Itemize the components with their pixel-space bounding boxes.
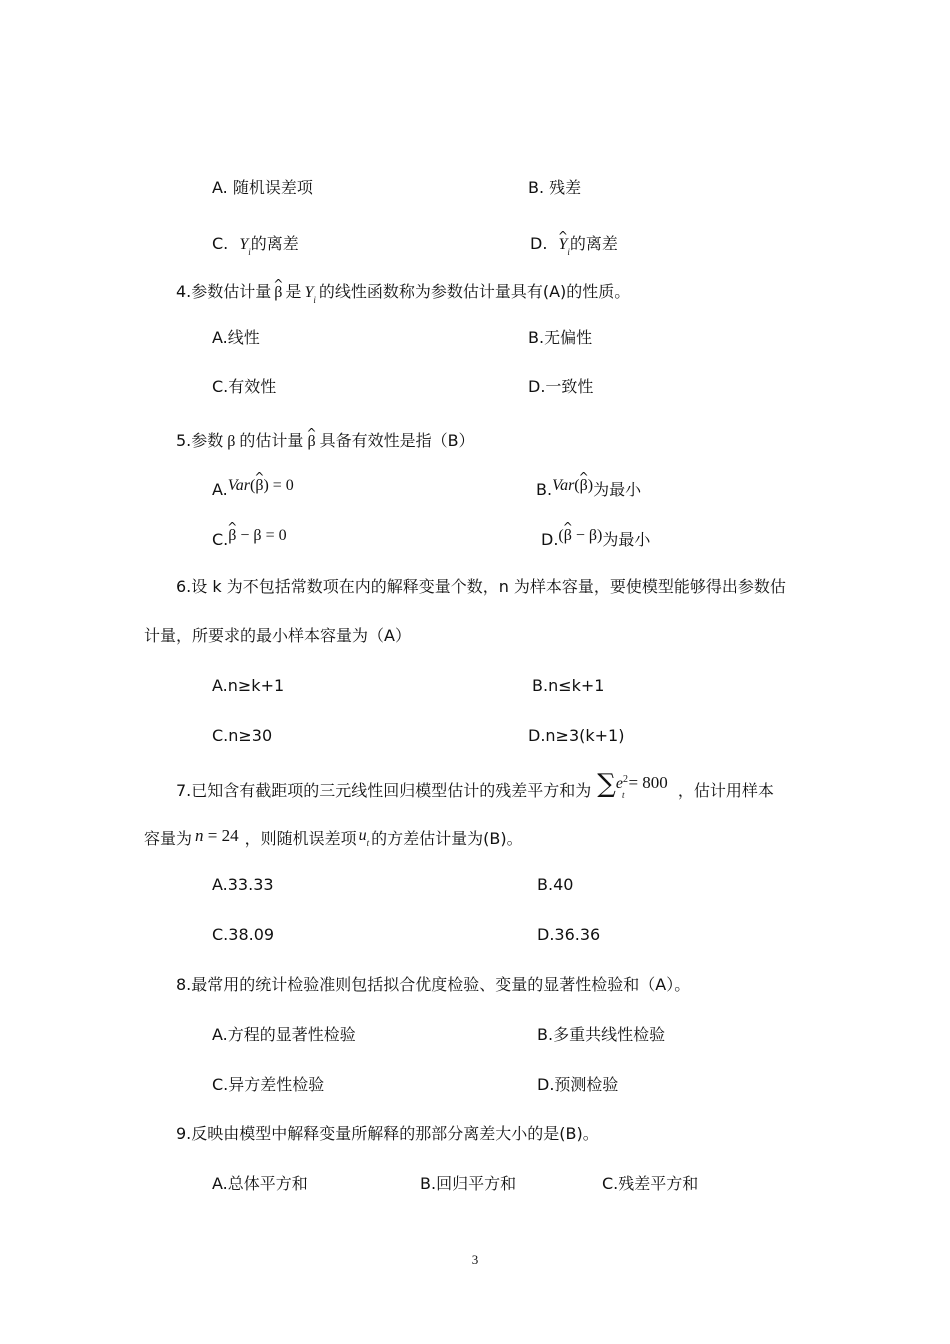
q5-option-b-prefix: B. <box>536 480 553 499</box>
q7-stem-part1: 7.已知含有截距项的三元线性回归模型估计的残差平方和为 <box>176 781 592 800</box>
q4-stem-part2: 是 <box>285 282 302 301</box>
q5-option-d-suffix: 为最小 <box>602 530 651 549</box>
q8-option-a: A.方程的显著性检验 <box>212 1025 356 1044</box>
q7-stem-line2-part2: ，则随机误差项 <box>244 829 357 848</box>
n-formula: n = 24 <box>195 826 239 845</box>
q3-option-b: B. 残差 <box>528 178 582 197</box>
q5-stem-part2: 的估计量 <box>239 431 304 450</box>
q9-option-c: C.残差平方和 <box>602 1174 699 1193</box>
q3-option-d <box>530 234 618 262</box>
q7-stem-part2: ，估计用样本 <box>677 781 774 800</box>
q5-option-b-suffix: 为最小 <box>593 480 642 499</box>
q8-option-d: D.预测检验 <box>537 1075 619 1094</box>
y-i-formula: $Y_i$ <box>304 284 316 305</box>
beta-hat-formula: ^ β <box>274 283 282 303</box>
q7-stem-line2-part1: 容量为 <box>144 829 193 848</box>
var-formula: Var(^ β) <box>552 477 593 494</box>
q7-option-d: D.36.36 <box>537 925 601 944</box>
q7-stem-line2-part3: 的方差估计量为(B)。 <box>371 829 523 848</box>
q8-option-c: C.异方差性检验 <box>212 1075 325 1094</box>
q7-option-a: A.33.33 <box>212 875 274 894</box>
q9-option-b: B.回归平方和 <box>420 1174 517 1193</box>
q3-option-d-suffix: 的离差 <box>569 234 618 253</box>
q7-option-c: C.38.09 <box>212 925 275 944</box>
q6-stem-line2: 计量，所要求的最小样本容量为（A） <box>144 626 411 645</box>
q7-option-b: B.40 <box>537 875 574 894</box>
q5-option-c <box>212 527 287 551</box>
q3-option-c-formula: $Y_i$ <box>239 236 251 257</box>
q5-option-d-prefix: D. <box>541 530 559 549</box>
var-formula: Var(^ β) = 0 <box>228 477 294 494</box>
beta-difference-formula: (^ β − β) <box>558 527 602 544</box>
q7-stem-line1 <box>176 769 774 809</box>
q5-stem-part1: 5.参数 <box>176 431 224 450</box>
page-number: 3 <box>471 1252 479 1267</box>
q7-stem-line2 <box>144 826 523 857</box>
q8-option-b: B.多重共线性检验 <box>537 1025 666 1044</box>
sum-value: = 800 <box>628 773 668 792</box>
q3-option-c-prefix: C. <box>212 234 229 253</box>
sum-formula: $\sum e^2_t = 800$ <box>597 769 668 800</box>
q5-stem-part3: 具备有效性是指（B） <box>319 431 475 450</box>
q4-option-b: B.无偏性 <box>528 328 593 347</box>
q3-option-c-suffix: 的离差 <box>250 234 299 253</box>
u-t-formula: $u_t$ <box>358 827 370 848</box>
q4-stem-part1: 4.参数估计量 <box>176 282 272 301</box>
q6-option-a: A.n≥k+1 <box>212 676 285 695</box>
q3-option-c <box>212 234 299 262</box>
beta-formula: β <box>227 433 236 450</box>
q5-option-a-prefix: A. <box>212 480 228 499</box>
q5-option-c-prefix: C. <box>212 530 229 549</box>
q4-stem <box>176 282 630 310</box>
q4-option-d: D.一致性 <box>528 377 594 396</box>
q9-option-a: A.总体平方和 <box>212 1174 308 1193</box>
q5-option-b <box>536 477 642 501</box>
n-value: = 24 <box>207 826 239 845</box>
q9-stem: 9.反映由模型中解释变量所解释的那部分离差大小的是(B)。 <box>176 1124 599 1143</box>
q5-option-a <box>212 477 294 501</box>
beta-hat-formula: ^ β <box>307 432 315 452</box>
q4-option-c: C.有效性 <box>212 377 277 396</box>
q6-option-d: D.n≥3(k+1) <box>528 726 625 745</box>
q4-option-a: A.线性 <box>212 328 260 347</box>
q6-option-b: B.n≤k+1 <box>532 676 605 695</box>
q3-option-d-formula: ^ $Y_i$ <box>559 236 570 253</box>
beta-difference-formula: ^ β − β = 0 <box>228 527 286 544</box>
q5-option-d <box>541 527 651 551</box>
q6-option-c: C.n≥30 <box>212 726 273 745</box>
q3-option-d-prefix: D. <box>530 234 548 253</box>
q6-stem-line1: 6.设 k 为不包括常数项在内的解释变量个数，n 为样本容量，要使模型能够得出参数估 <box>176 577 786 596</box>
q3-option-a: A. 随机误差项 <box>212 178 313 197</box>
q8-stem: 8.最常用的统计检验准则包括拟合优度检验、变量的显著性检验和（A）。 <box>176 975 691 994</box>
q5-stem <box>176 431 475 452</box>
q4-stem-part3: 的线性函数称为参数估计量具有(A)的性质。 <box>318 282 631 301</box>
